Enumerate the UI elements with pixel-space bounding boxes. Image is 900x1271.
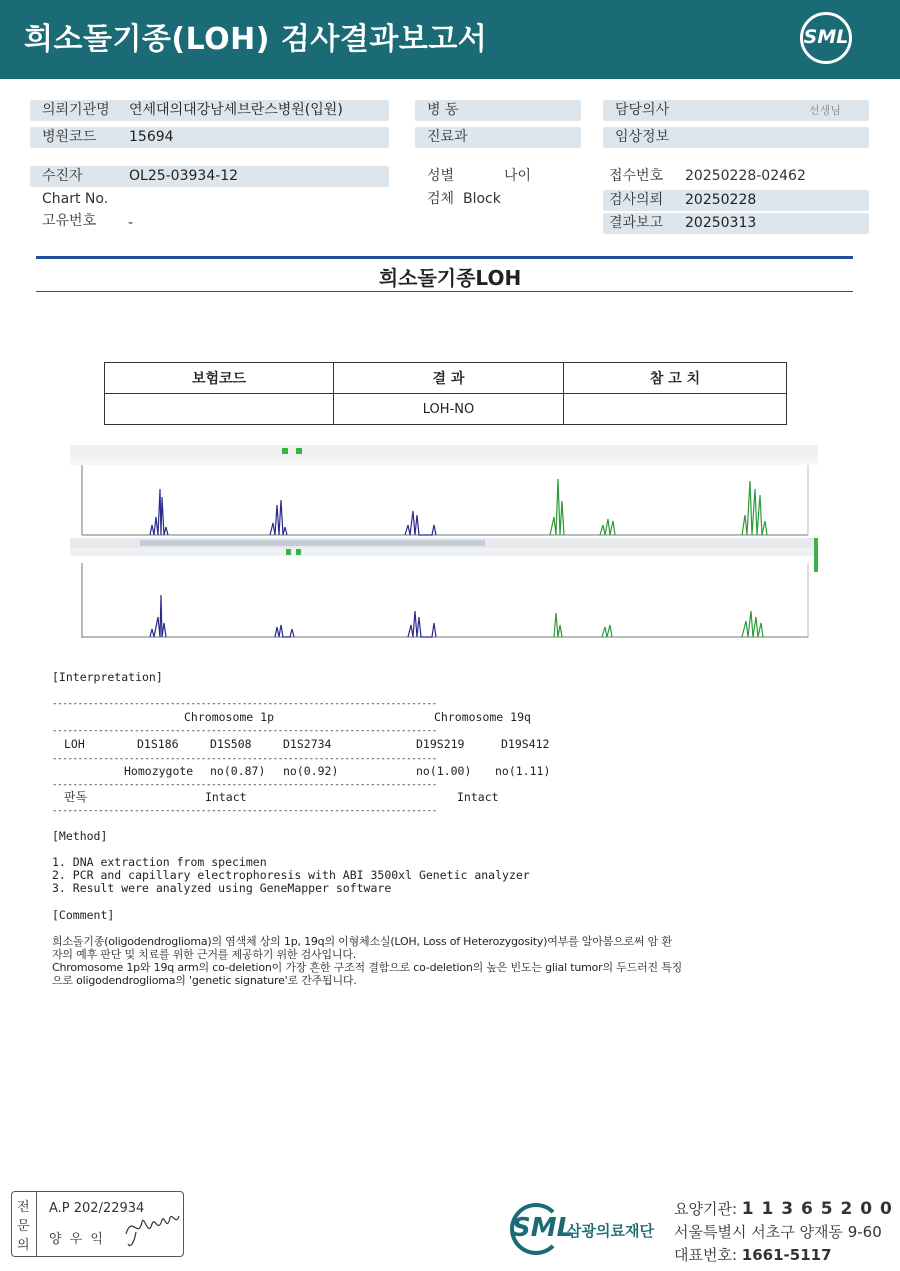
loh-label: LOH — [64, 737, 85, 751]
result-table-row — [105, 394, 787, 425]
footer-phone-line — [674, 1244, 832, 1265]
hospital-code-label: 병원코드 — [42, 129, 97, 145]
dept-label: 진료과 — [427, 129, 468, 145]
result-table-header — [105, 363, 787, 394]
footer-code-line — [674, 1198, 893, 1219]
header-insurance-code: 보험코드 — [105, 363, 334, 394]
institution-value: 연세대의대강남세브란스병원(입원) — [129, 102, 343, 118]
dept-field — [415, 127, 581, 148]
comment-line-3: Chromosome 1p와 19q arm의 co-deletion이 가장 흔한 구조적 결함으로 co-deletion의 높은 빈도는 glial tumor의 두드러진 특징 — [52, 961, 683, 974]
dash-line-4: --------------------------------------------------------------------------- — [52, 779, 437, 790]
result-d19s412: no(1.11) — [495, 764, 551, 778]
institution-field — [30, 100, 389, 121]
unique-no-label: 고유번호 — [42, 213, 97, 229]
method-line-1: 1. DNA extraction from specimen — [52, 855, 267, 869]
footer-address: 서울특별시 서초구 양재동 9-60 — [674, 1223, 882, 1241]
marker-d1s508: D1S508 — [210, 737, 252, 751]
result-d1s508: no(0.87) — [210, 764, 266, 778]
clinical-field — [603, 127, 869, 148]
side-char-3: 의 — [17, 1238, 30, 1253]
footer-code-label: 요양기관: — [674, 1200, 738, 1218]
sml-logo: SML — [803, 26, 849, 48]
request-field — [603, 190, 869, 211]
comment-line-4: 으로 oligodendroglioma의 'genetic signature'로 간주됩니다. — [52, 974, 357, 987]
specimen-label: 검체 — [427, 191, 455, 207]
marker-d19s219: D19S219 — [416, 737, 465, 751]
result-d1s2734: no(0.92) — [283, 764, 339, 778]
comment-heading: [Comment] — [52, 908, 115, 922]
institution-label: 의뢰기관명 — [42, 102, 110, 118]
interpretation-heading: [Interpretation] — [52, 670, 163, 684]
request-value: 20250228 — [685, 192, 757, 208]
report-field — [603, 213, 869, 234]
unique-no-value: - — [128, 215, 134, 231]
report-value: 20250313 — [685, 215, 757, 231]
doctor-suffix: 선생님 — [809, 104, 841, 117]
marker-d1s2734: D1S2734 — [283, 737, 332, 751]
comment-line-2: 자의 예후 판단 및 치료를 위한 근거를 제공하기 위한 검사입니다. — [52, 948, 357, 961]
cell-insurance-code — [105, 394, 334, 425]
receipt-label: 접수번호 — [609, 168, 664, 184]
method-heading: [Method] — [52, 829, 108, 843]
ap-number: A.P 202/22934 — [49, 1201, 145, 1216]
dash-line-3: --------------------------------------------------------------------------- — [52, 753, 437, 764]
electropherogram-image — [70, 445, 818, 638]
patient-label: 수진자 — [42, 168, 83, 184]
report-header — [0, 0, 900, 79]
chr19q-label: Chromosome 19q — [434, 710, 531, 724]
verdict-label: 판독 — [64, 790, 88, 804]
section-rule-bottom — [36, 291, 853, 292]
doctor-field — [603, 100, 869, 121]
ward-field — [415, 100, 581, 121]
result-table — [104, 362, 787, 425]
footer-code-value: 1 1 3 6 5 2 0 0 — [741, 1199, 893, 1219]
cell-result: LOH-NO — [334, 394, 564, 425]
dash-line-2: --------------------------------------------------------------------------- — [52, 725, 437, 736]
method-line-2: 2. PCR and capillary electrophoresis with ABI 3500xl Genetic analyzer — [52, 868, 530, 882]
age-label: 나이 — [504, 168, 532, 184]
specimen-value: Block — [463, 191, 501, 207]
verdict-1p: Intact — [205, 790, 247, 804]
result-d1s186: Homozygote — [124, 764, 194, 778]
hospital-code-value: 15694 — [129, 129, 174, 145]
specialist-name: 양 우 익 — [49, 1232, 105, 1247]
method-line-3: 3. Result were analyzed using GeneMapper software — [52, 881, 392, 895]
patient-id-value: OL25-03934-12 — [129, 168, 239, 184]
side-char-1: 전 — [17, 1200, 30, 1215]
header-reference: 참 고 치 — [564, 363, 787, 394]
dash-line-5: --------------------------------------------------------------------------- — [52, 805, 437, 816]
request-label: 검사의뢰 — [609, 192, 664, 208]
marker-d1s186: D1S186 — [137, 737, 179, 751]
verdict-19q: Intact — [457, 790, 499, 804]
cell-reference — [564, 394, 787, 425]
section-rule-top — [36, 256, 853, 259]
comment-line-1: 희소돌기종(oligodendroglioma)의 염색체 상의 1p, 19q의 이형체소실(LOH, Loss of Heterozygosity)여부를 알아봄으로써 암 환 — [52, 935, 672, 948]
dash-line-1: --------------------------------------------------------------------------- — [52, 698, 437, 709]
header-result: 결 과 — [334, 363, 564, 394]
footer-sml-logo: SML — [512, 1213, 574, 1243]
footer-phone-label: 대표번호: — [674, 1246, 738, 1264]
marker-d19s412: D19S412 — [501, 737, 550, 751]
report-title: 희소돌기종(LOH) 검사결과보고서 — [24, 22, 488, 57]
report-label: 결과보고 — [609, 215, 664, 231]
sex-label: 성별 — [427, 168, 455, 184]
result-d19s219: no(1.00) — [416, 764, 472, 778]
hospital-code-field — [30, 127, 389, 148]
handwritten-signature-icon — [122, 1204, 182, 1250]
chr1p-label: Chromosome 1p — [184, 710, 275, 724]
ward-label: 병 동 — [427, 102, 459, 118]
footer-phone-value: 1661-5117 — [741, 1246, 832, 1264]
chart-no-label: Chart No. — [42, 191, 109, 207]
side-char-2: 문 — [17, 1219, 30, 1234]
doctor-label: 담당의사 — [615, 102, 670, 118]
clinical-label: 임상정보 — [615, 129, 670, 145]
receipt-value: 20250228-02462 — [685, 168, 806, 184]
patient-field — [30, 166, 389, 187]
footer-org-name: 삼광의료재단 — [567, 1222, 654, 1240]
section-title: 희소돌기종LOH — [378, 266, 522, 290]
